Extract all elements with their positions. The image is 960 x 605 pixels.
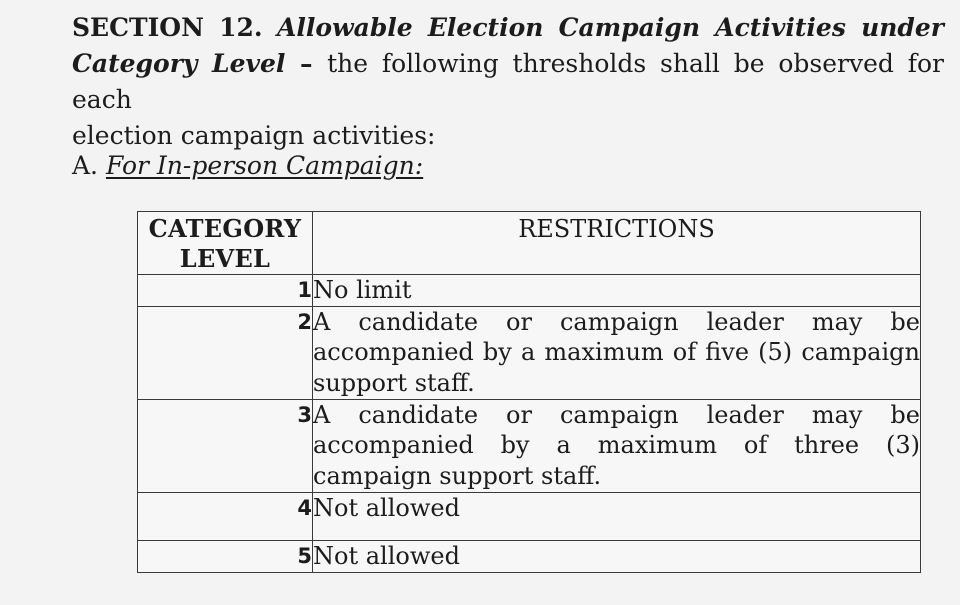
section-title-part2: Category Level [72, 49, 286, 78]
table-header-row [138, 212, 921, 275]
section-dash: – [285, 49, 328, 78]
section-heading-line [72, 10, 944, 46]
restriction-cell: No limit [313, 275, 921, 307]
header-category-level [138, 212, 313, 275]
subsection-label: A. [72, 151, 99, 180]
table-row [138, 540, 921, 572]
header-restrictions [313, 212, 921, 275]
table-row [138, 275, 921, 307]
section-text-part1: the following thresholds shall be observed for each [72, 49, 944, 114]
section-text-line-3: election campaign activities: [72, 121, 436, 150]
category-level-cell: 2 [138, 306, 313, 399]
restriction-cell: A candidate or campaign leader may be accompanied by a maximum of three (3) campaign support staff. [313, 399, 921, 492]
section-paragraph [72, 10, 944, 154]
category-level-cell: 4 [138, 492, 313, 540]
subsection-heading [72, 148, 423, 184]
category-level-cell: 5 [138, 540, 313, 572]
section-number: SECTION 12. [72, 13, 263, 42]
table-row [138, 492, 921, 540]
category-level-cell: 3 [138, 399, 313, 492]
restriction-cell: Not allowed [313, 492, 921, 540]
restriction-cell: A candidate or campaign leader may be accompanied by a maximum of five (5) campaign support staff. [313, 306, 921, 399]
header-category-level-line2: LEVEL [179, 244, 271, 273]
restriction-cell: Not allowed [313, 540, 921, 572]
table-row [138, 399, 921, 492]
category-level-cell: 1 [138, 275, 313, 307]
section-title-part1: Allowable Election Campaign Activities under [277, 13, 944, 42]
table-row [138, 306, 921, 399]
header-category-level-line1: CATEGORY [148, 214, 302, 243]
section-text-line-2 [72, 46, 944, 118]
subsection-title: For In-person Campaign: [105, 151, 424, 180]
header-restrictions-label: RESTRICTIONS [518, 215, 715, 243]
restrictions-table [137, 211, 921, 573]
